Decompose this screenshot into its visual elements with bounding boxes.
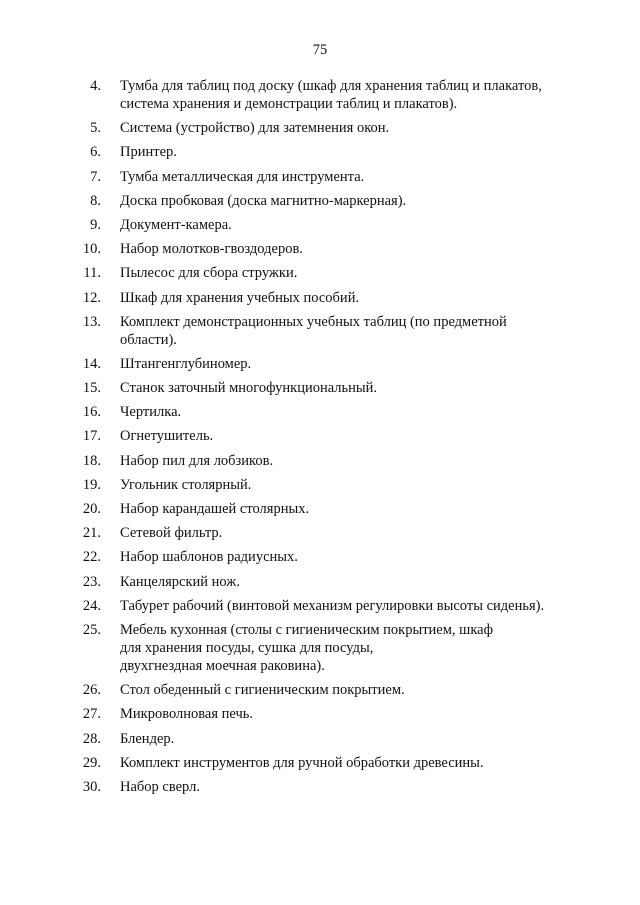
list-item bbox=[0, 476, 640, 494]
equipment-list bbox=[0, 77, 640, 802]
list-item bbox=[0, 681, 640, 699]
list-item-number: 10. bbox=[82, 241, 101, 258]
list-item-gap bbox=[103, 143, 120, 161]
list-item-gap bbox=[103, 681, 120, 699]
list-item-gap bbox=[103, 119, 120, 137]
list-item bbox=[0, 452, 640, 470]
list-item-number: 13. bbox=[82, 313, 101, 330]
list-item-number: 15. bbox=[82, 380, 101, 397]
list-item bbox=[0, 355, 640, 373]
list-item-number: 4. bbox=[90, 78, 101, 94]
list-item-text: Табурет рабочий (винтовой механизм регулировки высоты сиденья). bbox=[120, 597, 545, 614]
list-item-gap bbox=[103, 778, 120, 796]
list-item-gap bbox=[103, 573, 120, 591]
list-item-number: 14. bbox=[82, 355, 101, 372]
list-item-text: Тумба для таблиц под доску (шкаф для хранения таблиц и плакатов, система хранения и демонстрации таблиц и плакатов). bbox=[120, 78, 542, 112]
list-item bbox=[0, 264, 640, 282]
list-item-number: 12. bbox=[82, 289, 101, 306]
list-item bbox=[0, 778, 640, 796]
list-item-text: Тумба металлическая для инструмента. bbox=[120, 168, 365, 185]
list-item bbox=[0, 730, 640, 748]
list-item bbox=[0, 427, 640, 445]
list-item bbox=[0, 216, 640, 234]
list-item bbox=[0, 621, 640, 675]
list-item-text: Стол обеденный с гигиеническим покрытием. bbox=[120, 682, 405, 699]
list-item-text: Мебель кухонная (столы с гигиеническим покрытием, шкаф для хранения посуды, сушка для посуды, двухгнездная моечная раковина). bbox=[120, 621, 493, 674]
list-item-number: 5. bbox=[90, 120, 101, 137]
list-item-text: Набор молотков-гвоздодеров. bbox=[120, 241, 303, 258]
list-item-gap bbox=[103, 264, 120, 282]
list-item-text: Набор карандашей столярных. bbox=[120, 501, 310, 517]
list-item-gap bbox=[103, 313, 120, 349]
list-item bbox=[0, 754, 640, 772]
list-item-number: 22. bbox=[82, 549, 101, 566]
list-item-text: Комплект инструментов для ручной обработки древесины. bbox=[120, 754, 484, 771]
list-item bbox=[0, 192, 640, 210]
list-item-gap bbox=[103, 476, 120, 494]
list-item-number: 29. bbox=[82, 754, 101, 771]
list-item-gap bbox=[103, 216, 120, 234]
list-item-number: 16. bbox=[82, 404, 101, 421]
list-item bbox=[0, 403, 640, 421]
list-item bbox=[0, 548, 640, 566]
list-item-number: 11. bbox=[83, 265, 101, 282]
list-item-text: Набор сверл. bbox=[120, 778, 200, 795]
list-item bbox=[0, 119, 640, 137]
list-item-gap bbox=[103, 621, 120, 675]
list-item-number: 17. bbox=[82, 428, 101, 445]
list-item-gap bbox=[103, 77, 120, 113]
list-item-number: 18. bbox=[82, 452, 101, 469]
list-item bbox=[0, 313, 640, 349]
list-item-number: 25. bbox=[82, 621, 101, 638]
list-item-text: Канцелярский нож. bbox=[120, 573, 240, 590]
list-item-gap bbox=[103, 548, 120, 566]
list-item-text: Шкаф для хранения учебных пособий. bbox=[120, 289, 360, 306]
list-item-text: Чертилка. bbox=[120, 404, 182, 421]
list-item-gap bbox=[103, 597, 120, 615]
list-item-text: Пылесос для сбора стружки. bbox=[120, 265, 298, 282]
list-item-gap bbox=[103, 730, 120, 748]
list-item-text: Система (устройство) для затемнения окон. bbox=[120, 120, 390, 137]
list-item-number: 30. bbox=[82, 778, 101, 795]
list-item-number: 26. bbox=[82, 682, 101, 699]
list-item-text: Огнетушитель. bbox=[120, 428, 214, 445]
list-item bbox=[0, 240, 640, 258]
list-item-number: 24. bbox=[82, 597, 101, 614]
list-item-text: Станок заточный многофункциональный. bbox=[120, 380, 378, 397]
list-item-gap bbox=[103, 754, 120, 772]
list-item-text: Микроволновая печь. bbox=[120, 706, 253, 723]
list-item bbox=[0, 500, 640, 518]
list-item-gap bbox=[103, 403, 120, 421]
list-item-gap bbox=[103, 500, 120, 518]
list-item-gap bbox=[103, 355, 120, 373]
list-item-text: Доска пробковая (доска магнитно-маркерная). bbox=[120, 192, 407, 209]
list-item-number: 23. bbox=[82, 573, 101, 590]
list-item-number: 27. bbox=[82, 706, 101, 723]
list-item-number: 21. bbox=[82, 525, 101, 542]
list-item-gap bbox=[103, 289, 120, 307]
list-item-number: 20. bbox=[82, 501, 101, 517]
list-item-text: Набор пил для лобзиков. bbox=[120, 452, 274, 469]
list-item bbox=[0, 573, 640, 591]
list-item bbox=[0, 379, 640, 397]
list-item-gap bbox=[103, 524, 120, 542]
list-item-text: Набор шаблонов радиусных. bbox=[120, 549, 298, 566]
list-item bbox=[0, 705, 640, 723]
list-item-gap bbox=[103, 240, 120, 258]
list-item-number: 8. bbox=[90, 192, 101, 209]
list-item-gap bbox=[103, 192, 120, 210]
list-item-text: Комплект демонстрационных учебных таблиц (по предметной области). bbox=[120, 313, 507, 348]
list-item bbox=[0, 524, 640, 542]
list-item-gap bbox=[103, 379, 120, 397]
list-item-number: 9. bbox=[90, 216, 101, 233]
list-item-number: 6. bbox=[90, 144, 101, 161]
page-number: 75 bbox=[312, 42, 328, 58]
list-item-gap bbox=[103, 168, 120, 186]
list-item-text: Штангенглубиномер. bbox=[120, 355, 252, 372]
list-item-gap bbox=[103, 705, 120, 723]
list-item-text: Блендер. bbox=[120, 730, 175, 747]
list-item bbox=[0, 289, 640, 307]
list-item-text: Документ-камера. bbox=[120, 216, 232, 233]
list-item-gap bbox=[103, 452, 120, 470]
list-item-text: Принтер. bbox=[120, 144, 177, 161]
list-item bbox=[0, 597, 640, 615]
list-item-number: 7. bbox=[90, 168, 101, 185]
list-item-number: 19. bbox=[82, 476, 101, 493]
list-item bbox=[0, 168, 640, 186]
list-item-gap bbox=[103, 427, 120, 445]
list-item-text: Угольник столярный. bbox=[120, 476, 252, 493]
list-item-number: 28. bbox=[82, 730, 101, 747]
list-item bbox=[0, 143, 640, 161]
list-item bbox=[0, 77, 640, 113]
list-item-text: Сетевой фильтр. bbox=[120, 525, 223, 542]
